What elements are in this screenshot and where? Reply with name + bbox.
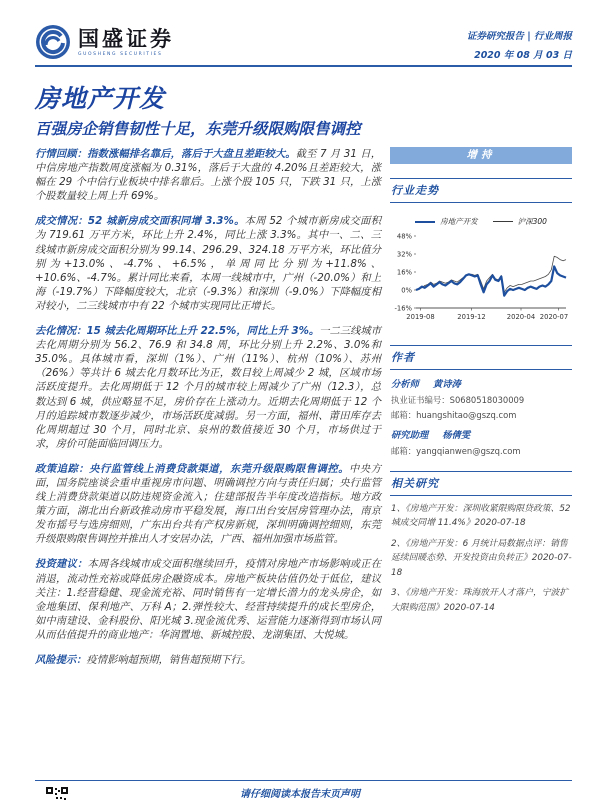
legend-line-property-icon	[415, 221, 435, 223]
analyst-cert: 执业证书编号：S0680518030009	[391, 394, 525, 405]
analyst-email[interactable]: 邮箱：huangshitao@gszq.com	[391, 410, 517, 420]
paragraph-inventory	[35, 324, 381, 451]
paragraph-lead: 投资建议：	[35, 558, 88, 571]
paragraph-text: 疫情影响超预期，销售超预期下行。	[86, 654, 252, 666]
paragraph-lead: 政策追踪：央行监管线上消费贷款渠道，东莞升级限购限售调控。	[35, 462, 350, 475]
analyst-row	[390, 376, 572, 390]
report-headline: 百强房企销售韧性十足，东莞升级限购限售调控	[35, 120, 361, 138]
header-divider	[35, 65, 572, 67]
paragraph-transactions	[35, 214, 381, 313]
svg-text:2020-04: 2020-04	[506, 313, 536, 321]
svg-text:2020-07: 2020-07	[539, 313, 569, 321]
assistant-name: 杨倩雯	[442, 430, 471, 441]
qr-code	[46, 787, 68, 800]
related-item[interactable]: 3、《房地产开发：珠海放开人才落户，宁波扩大限购范围》2020-07-14	[391, 588, 569, 613]
paragraph-investment-advice	[35, 557, 381, 642]
svg-text:-16%: -16%	[394, 304, 412, 313]
page-title: 房地产开发	[35, 84, 166, 113]
paragraph-text: 本周 52 个城市新房成交面积为 719.61 万平方米，环比上升 2.4%，同比上涨 3.3%。其中一、二、三线城市新房成交面积分别为 99.14、296.29、324.18 万平方米，环比值分别为+13.0%、-4.7%、+6.5%，单周同比分别为+11.8%、+10.6%、-4.7%。累计同比来看，本周一线城市中，广州（-20.0%）和上海（-19.7%）下降幅度较大，北京（-9.3%）和深圳（-9.0%）下降幅度相对较小，二三线城市中有 22 个城市实现同比正增长。	[35, 215, 381, 312]
svg-text:0%: 0%	[401, 286, 412, 295]
analyst-role: 分析师	[391, 379, 419, 390]
paragraph-lead: 风险提示：	[35, 654, 87, 666]
report-type-line: 证券研究报告 | 行业周报	[466, 31, 572, 42]
footer-divider	[35, 780, 572, 781]
svg-text:2019-12: 2019-12	[457, 313, 486, 321]
legend-line-hs300-icon	[493, 221, 513, 222]
chart-legend	[390, 216, 572, 227]
paragraph-text: 中央方面，国务院座谈会重申重视房市问题、明确调控方向与责任归属；央行监管线上消费贷款渠道以防违规资金流入；住建部报告半年度改造指标。地方政策方面，湖北出台新政推动房市平稳发展，海口出台安居房管理办法，南京发布摇号与选房细则，广东出台共有产权房新规，深圳明确调控细则，东莞升级限购限售调控并推出人才安居办法，广西、福州加强市场监管。	[35, 462, 382, 546]
assistant-email[interactable]: 邮箱：yangqianwen@gszq.com	[391, 445, 521, 456]
related-item[interactable]: 1、《房地产开发：深圳收紧限购限贷政策、52 城成交同增 11.4%》2020-07-18	[391, 503, 571, 528]
brand-logo-icon	[35, 24, 71, 60]
report-body	[35, 147, 381, 678]
industry-trend-title: 行业走势	[390, 178, 572, 203]
report-meta	[467, 28, 572, 61]
related-research-title: 相关研究	[390, 471, 572, 496]
brand-name: 国盛证券	[78, 26, 174, 51]
svg-text:2019-08: 2019-08	[406, 313, 435, 321]
paragraph-lead: 行情回顾：指数涨幅排名靠后，落后于大盘且差距较大。	[35, 148, 296, 160]
paragraph-text: 本周各线城市成交面积继续回升，疫情对房地产市场影响或正在消退，流动性充裕或降低房企融资成本。房地产板块估值仍处于低位，建议关注：1.经营稳健、现金流充裕、同时销售有一定增长潜力的龙头房企，如金地集团、保利地产、万科 A；2.弹性较大、经营持续提升的成长型房企，如中南建设、金科股份、阳光城 3.现金流优秀、运营能力逐渐得到市场认同从而估值提升的商业地产：华润置地、新城控股、龙湖集团、大悦城。	[35, 558, 382, 641]
brand-logo	[35, 24, 174, 60]
trend-chart-svg	[390, 231, 572, 327]
analyst-name: 黄诗涛	[432, 379, 461, 390]
paragraph-market-review	[35, 147, 381, 203]
brand-subtext: GUOSHENG SECURITIES	[78, 51, 163, 57]
assistant-role: 研究助理	[391, 430, 429, 441]
trend-chart	[390, 231, 572, 331]
authors-title: 作者	[390, 345, 572, 370]
legend-label-hs300: 沪深300	[517, 217, 547, 226]
svg-text:16%: 16%	[396, 268, 412, 277]
report-date: 2020 年 08 月 03 日	[474, 50, 572, 61]
rating-badge: 增持	[390, 147, 572, 164]
related-item[interactable]: 2、《房地产开发：6 月统计局数据点评：销售延续回暖态势、开发投资由负转正》2020-07-18	[391, 538, 572, 578]
paragraph-risk-warning	[35, 653, 381, 667]
paragraph-policy	[35, 462, 381, 547]
sidebar	[390, 147, 572, 615]
paragraph-text: 一二三线城市去化周期分别为 56.2、76.9 和 34.8 周，环比分别上升 2.2%、3.0%和 35.0%。具体城市看，深圳（1%）、广州（11%）、杭州（10%）、苏州（26%）等共计 6 城去化月数环比为正，数目较上周减少 2 城，区域市场活跃度提升。去化周期低于 12 个月的城市较上周减少了广州（12.3），总数达到 6 城，供应略显不足，房价存在上涨动力。近期去化周期低于 12 个月的追踪城市数逐步减少，市场活跃度减弱。另一方面，福州、莆田库存去化周期超过 30 个月，同时北京、泉州的数值接近 30 个月，市场供过于求，房价可能面临回调压力。	[35, 325, 382, 450]
paragraph-text: 截至 7 月 31 日，中信房地产指数周度涨幅为 0.31%，落后于大盘的 4.20%且差距较大，涨幅在 29 个中信行业板块中排名靠后。上涨个股 105 只，下跌 31 只，上涨个股数量较上周上升 69%。	[35, 148, 382, 203]
svg-text:32%: 32%	[396, 250, 412, 259]
legend-label-property: 房地产开发	[440, 217, 478, 226]
assistant-row	[390, 427, 572, 441]
paragraph-lead: 去化情况：15 城去化周期环比上升 22.5%，同比上升 3%。	[35, 325, 320, 338]
svg-text:48%: 48%	[396, 232, 412, 241]
paragraph-lead: 成交情况：52 城新房成交面积同增 3.3%。	[35, 215, 245, 228]
footer-disclaimer: 请仔细阅读本报告末页声明	[240, 789, 360, 800]
